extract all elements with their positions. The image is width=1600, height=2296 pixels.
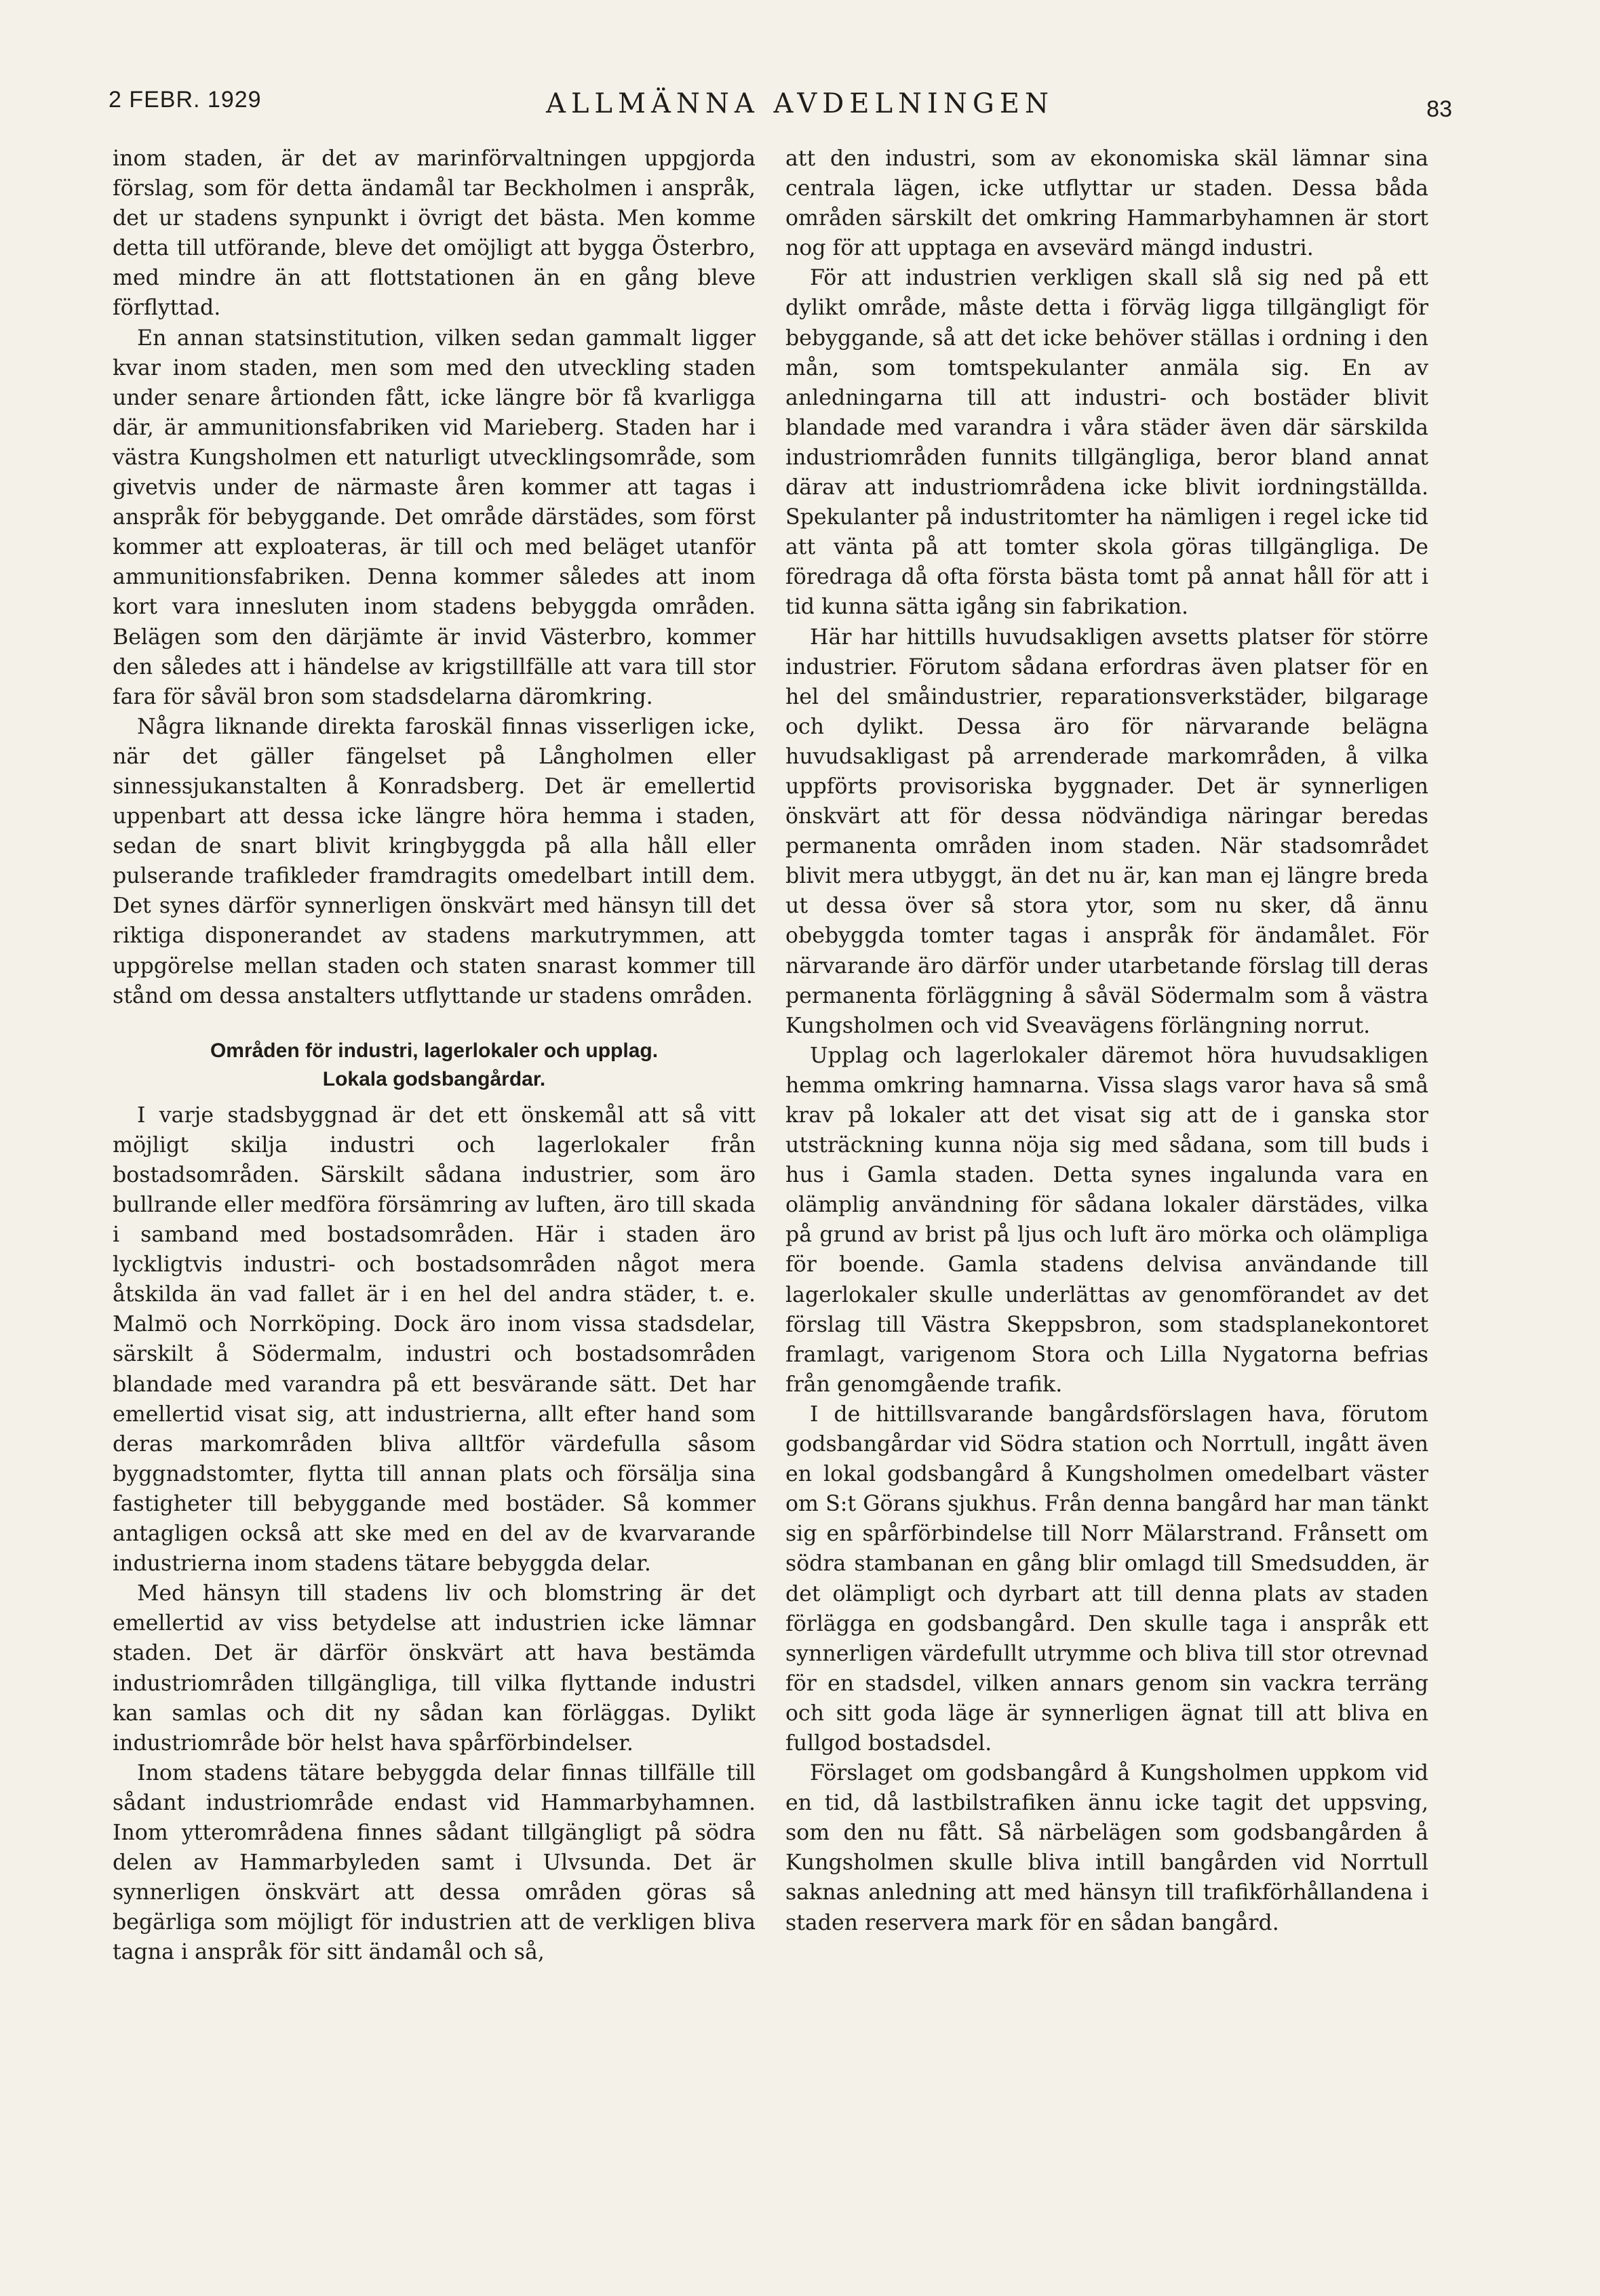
paragraph: Inom stadens tätare bebyggda delar finnas tillfälle till sådant industriområde endast vid Hammarbyhamnen. Inom ytterområdena finnes sådant tillgängligt på södra delen av Hammarbyleden samt i Ulvsunda. Det är synnerligen önskvärt att dessa områden göras så begärliga som möjligt för industrien att de verkligen bliva tagna i anspråk för sitt ändamål och så, xyxy=(113,1760,756,1965)
left-column xyxy=(113,144,756,1967)
paragraph: Några liknande direkta faroskäl finnas visserligen icke, när det gäller fängelset på Långholmen eller sinnessjukanstalten å Konradsberg. Det är emellertid uppenbart att dessa icke längre höra hemma i staden, sedan de snart blivit kringbyggda på alla håll eller pulserande trafikleder framdragits omedelbart intill dem. Det synes därför synnerligen önskvärt med hänsyn till det riktiga disponerandet av stadens markutrymmen, att uppgörelse mellan staden och staten snarast kommer till stånd om dessa anstalters utflyttande ur stadens områden. xyxy=(113,714,756,1008)
paragraph: Här har hittills huvudsakligen avsetts platser för större industrier. Förutom sådana erfordras även platser för en hel del småindustrier, reparationsverkstäder, bilgarage och dylikt. Dessa äro för närvarande belägna huvudsakligast på arrenderade markområden, å vilka uppförts provisoriska byggnader. Det är synnerligen önskvärt att för dessa nödvändiga näringar beredas permanenta områden inom staden. När stadsområdet blivit mera utbyggt, än det nu är, kan man ej längre breda ut dessa över så stora ytor, som nu sker, då ännu obebyggda tomter tagas i anspråk för ändamålet. För närvarande äro därför under utarbetande förslag till deras permanenta förläggning å såväl Södermalm som å västra Kungsholmen och vid Sveavägens förlängning norrut. xyxy=(785,625,1428,1038)
right-column xyxy=(785,144,1428,1938)
header-section-title: ALLMÄNNA AVDELNINGEN xyxy=(545,88,1055,119)
page-header xyxy=(0,87,1600,127)
page-number: 83 xyxy=(1426,96,1452,122)
section-heading-line-1: Områden för industri, lagerlokaler och upplag. xyxy=(210,1039,659,1062)
paragraph: Upplag och lagerlokaler däremot höra huvudsakligen hemma omkring hamnarna. Vissa slags varor hava så små krav på lokaler att det visat sig att de i ganska stor utsträckning kunna nöja sig med sådana, som till buds i hus i Gamla staden. Detta synes ingalunda vara en olämplig användning för sådana lokaler därstädes, vilka på grund av brist på ljus och luft äro mörka och olämpliga för boende. Gamla stadens delvisa användande till lagerlokaler skulle underlättas av genomförandet av det förslag till Västra Skeppsbron, som stadsplanekontoret framlagt, varigenom Stora och Lilla Nygatorna befrias från genomgående trafik. xyxy=(785,1043,1428,1397)
section-heading xyxy=(113,1037,756,1094)
paragraph: I varje stadsbyggnad är det ett önskemål att så vitt möjligt skilja industri och lagerlokaler från bostadsområden. Särskilt sådana industrier, som äro bullrande eller medföra försämring av luften, äro till skada i samband med bostadsområden. Här i staden äro lyckligtvis industri- och bostadsområden något mera åtskilda än vad fallet är i en hel del andra städer, t. e. Malmö och Norrköping. Dock äro inom vissa stadsdelar, särskilt å Södermalm, industri och bostadsområden blandade med varandra på ett besvärande sätt. Det har emellertid visat sig, att industrierna, allt efter hand som deras markområden bliva alltför värdefulla såsom byggnadstomter, flytta till annan plats och försälja sina fastigheter till bebyggande med bostäder. Så kommer antagligen också att ske med en del av de kvarvarande industrierna inom stadens tätare bebyggda delar. xyxy=(113,1103,756,1577)
paragraph: För att industrien verkligen skall slå sig ned på ett dylikt område, måste detta i förväg ligga tillgängligt för bebyggande, så att det icke behöver ställas i ordning i den mån, som tomtspekulanter anmäla sig. En av anledningarna till att industri- och bostäder blivit blandade med varandra i våra städer även där särskilda industriområden funnits tillgängliga, beror bland annat därav att industriområdena icke blivit iordningställda. Spekulanter på industritomter ha nämligen i regel icke tid att vänta på att tomter skola göras tillgängliga. De föredraga då ofta första bästa tomt på annat håll för att i tid kunna sätta igång sin fabrikation. xyxy=(785,266,1428,620)
paragraph: En annan statsinstitution, vilken sedan gammalt ligger kvar inom staden, men som med den utveckling staden under senare årtionden fått, icke längre bör få kvarligga där, är ammunitionsfabriken vid Marieberg. Staden har i västra Kungsholmen ett naturligt utvecklingsområde, som givetvis under de närmaste åren kommer att tagas i anspråk för bebyggande. Det område därstädes, som först kommer att exploateras, är till och med beläget utanför ammunitionsfabriken. Denna kommer således att inom kort vara innesluten inom stadens bebyggda områden. Belägen som den därjämte är invid Västerbro, kommer den således att i händelse av krigstillfälle att vara till stor fara för såväl bron som stadsdelarna däromkring. xyxy=(113,325,756,709)
paragraph: Förslaget om godsbangård å Kungsholmen uppkom vid en tid, då lastbilstrafiken ännu icke tagit det uppsving, som den nu fått. Så närbelägen som godsbangården å Kungsholmen skulle bliva intill bangården vid Norrtull saknas anledning att med hänsyn till trafikförhållandena i staden reservera mark för en sådan bangård. xyxy=(785,1761,1428,1935)
paragraph: Med hänsyn till stadens liv och blomstring är det emellertid av viss betydelse att industrien icke lämnar staden. Det är därför önskvärt att hava bestämda industriområden tillgängliga, till vilka flyttande industri kan samlas och dit ny sådan kan förläggas. Dylikt industriområde bör helst hava spårförbindelser. xyxy=(113,1581,756,1756)
section-heading-line-2: Lokala godsbangårdar. xyxy=(322,1067,546,1090)
paragraph: inom staden, är det av marinförvaltningen uppgjorda förslag, som för detta ändamål tar Beckholmen i anspråk, det ur stadens synpunkt i övrigt det bästa. Men komme detta till utförande, bleve det omöjligt att bygga Österbro, med mindre än att flottstationen än en gång bleve förflyttad. xyxy=(113,146,756,321)
paragraph: I de hittillsvarande bangårdsförslagen hava, förutom godsbangårdar vid Södra station och Norrtull, ingått även en lokal godsbangård å Kungsholmen omedelbart väster om S:t Görans sjukhus. Från denna bangård har man tänkt sig en spårförbindelse till Norr Mälarstrand. Frånsett om södra stambanan en gång blir omlagd till Smedsudden, är det olämpligt och dyrbart att till denna plats av staden förlägga en godsbangård. Den skulle taga i anspråk ett synnerligen värdefullt utrymme och bliva till stor otrevnad för en stadsdel, vilken annars genom sin vackra terräng och sitt goda läge är synnerligen ägnat till att bliva en fullgod bostadsdel. xyxy=(785,1402,1428,1756)
paragraph-continuation: att den industri, som av ekonomiska skäl lämnar sina centrala lägen, icke utflyttar ur staden. Dessa båda områden särskilt det omkring Hammarbyhamnen är stort nog för att upptaga en avsevärd mängd industri. xyxy=(785,146,1428,261)
header-date: 2 FEBR. 1929 xyxy=(109,87,262,113)
